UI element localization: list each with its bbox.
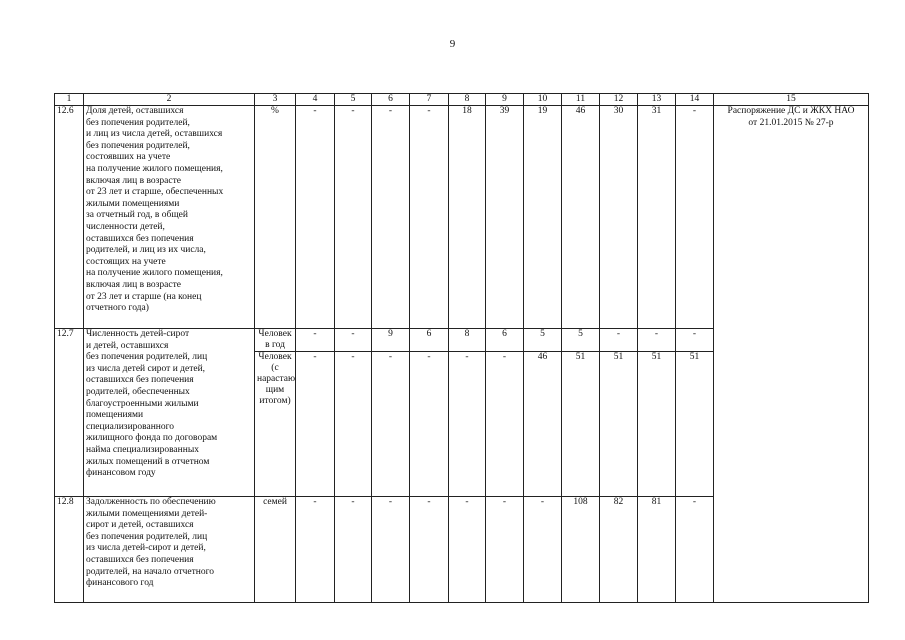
unit-line: (с	[271, 363, 279, 373]
description-line: без попечения родителей, лиц	[86, 352, 208, 363]
description-line: помещениями	[86, 410, 144, 421]
description-line: состоящих на учете	[86, 256, 166, 267]
row-number: 12.8	[55, 497, 84, 603]
value-cell-col-5: -	[335, 106, 372, 329]
value-cell-col-11: 46	[562, 106, 600, 329]
description-line: Численность детей-сирот	[86, 329, 190, 339]
source-line: от 21.01.2015 № 27-р	[748, 117, 834, 128]
column-header-5: 5	[335, 94, 372, 106]
unit-line: нарастаю	[257, 374, 296, 384]
column-header-6: 6	[372, 94, 410, 106]
value-cell-col-13: -	[638, 329, 676, 352]
description-line: жилыми помещениями	[86, 198, 180, 209]
column-header-9: 9	[486, 94, 524, 106]
column-header-15: 15	[714, 94, 869, 106]
column-header-10: 10	[524, 94, 562, 106]
description-line: без попечения родителей, лиц	[86, 531, 208, 542]
value-cell-col-11: 5	[562, 329, 600, 352]
description-line: и лиц из числа детей, оставшихся	[86, 129, 223, 140]
row-description	[84, 106, 255, 329]
unit-of-measure	[255, 329, 296, 352]
description-line: жилыми помещениями детей-	[86, 508, 208, 519]
description-line: от 23 лет и старше, обеспеченных	[86, 187, 224, 198]
description-line: состоявших на учете	[86, 152, 171, 163]
value-cell-col-9: 39	[486, 106, 524, 329]
column-header-4: 4	[296, 94, 335, 106]
value-cell-col-6: -	[372, 497, 410, 603]
description-line: родителей, и лиц из их числа,	[86, 245, 206, 256]
row-description	[84, 329, 255, 497]
description-line: Доля детей, оставшихся	[86, 106, 184, 116]
row-number: 12.6	[55, 106, 84, 329]
value-cell-col-9: -	[486, 497, 524, 603]
column-header-1: 1	[55, 94, 84, 106]
description-line: без попечения родителей,	[86, 140, 190, 151]
description-line: за отчетный год, в общей	[86, 210, 188, 221]
unit-of-measure	[255, 352, 296, 497]
column-header-2: 2	[84, 94, 255, 106]
value-cell-col-6: 9	[372, 329, 410, 352]
table-row	[55, 106, 869, 329]
column-header-3: 3	[255, 94, 296, 106]
description-line: включая лиц в возрасте	[86, 175, 181, 186]
column-header-8: 8	[449, 94, 486, 106]
value-cell-col-14: 51	[676, 352, 714, 497]
description-line: численности детей,	[86, 221, 165, 232]
column-header-13: 13	[638, 94, 676, 106]
value-cell-col-12: 51	[600, 352, 638, 497]
description-line: из числа детей сирот и детей,	[86, 363, 206, 374]
description-line: специализированного	[86, 421, 175, 432]
description-line: родителей, обеспеченных	[86, 386, 190, 397]
value-cell-col-4: -	[296, 329, 335, 352]
description-line: финансового год	[86, 578, 154, 589]
column-header-12: 12	[600, 94, 638, 106]
value-cell-col-5: -	[335, 329, 372, 352]
row-description	[84, 497, 255, 603]
value-cell-col-12: 30	[600, 106, 638, 329]
value-cell-col-10: 5	[524, 329, 562, 352]
value-cell-col-10: -	[524, 497, 562, 603]
value-cell-col-12: -	[600, 329, 638, 352]
description-line: и детей, оставшихся	[86, 340, 169, 351]
value-cell-col-9: -	[486, 352, 524, 497]
description-line: включая лиц в возрасте	[86, 279, 181, 290]
value-cell-col-6: -	[372, 106, 410, 329]
description-line: сирот и детей, оставшихся	[86, 520, 194, 531]
value-cell-col-8: -	[449, 352, 486, 497]
indicator-table	[54, 93, 869, 603]
description-line: жилищного фонда по договорам	[86, 433, 218, 444]
value-cell-col-9: 6	[486, 329, 524, 352]
unit-line: Человек	[258, 329, 292, 339]
description-line: от 23 лет и старше (на конец	[86, 291, 202, 302]
value-cell-col-8: 18	[449, 106, 486, 329]
value-cell-col-14: -	[676, 329, 714, 352]
page-number: 9	[449, 38, 456, 50]
description-line: найма специализированных	[86, 444, 199, 455]
description-line: родителей, на начало отчетного	[86, 566, 215, 577]
column-header-7: 7	[410, 94, 449, 106]
source-line: Распоряжение ДС и ЖКХ НАО	[727, 106, 855, 116]
description-line: финансовом году	[86, 468, 156, 479]
value-cell-col-7: -	[410, 497, 449, 603]
description-line: на получение жилого помещения,	[86, 268, 223, 279]
value-cell-col-6: -	[372, 352, 410, 497]
column-header-14: 14	[676, 94, 714, 106]
value-cell-col-13: 51	[638, 352, 676, 497]
unit-line: в год	[265, 340, 285, 350]
unit-line: щим	[265, 385, 285, 395]
value-cell-col-4: -	[296, 106, 335, 329]
unit-line: семей	[263, 497, 287, 507]
value-cell-col-5: -	[335, 497, 372, 603]
unit-of-measure	[255, 106, 296, 329]
value-cell-col-11: 51	[562, 352, 600, 497]
value-cell-col-14: -	[676, 497, 714, 603]
value-cell-col-12: 82	[600, 497, 638, 603]
description-line: оставшихся без попечения	[86, 554, 194, 565]
unit-line: %	[271, 106, 279, 116]
unit-of-measure	[255, 497, 296, 603]
value-cell-col-14: -	[676, 106, 714, 329]
value-cell-col-7: -	[410, 106, 449, 329]
value-cell-col-4: -	[296, 352, 335, 497]
description-line: благоустроенными жилыми	[86, 398, 199, 409]
description-line: на получение жилого помещения,	[86, 163, 223, 174]
description-line: оставшихся без попечения	[86, 233, 194, 244]
value-cell-col-8: -	[449, 497, 486, 603]
row-number: 12.7	[55, 329, 84, 497]
value-cell-col-8: 8	[449, 329, 486, 352]
column-header-11: 11	[562, 94, 600, 106]
description-line: жилых помещений в отчетном	[86, 456, 210, 467]
description-line: оставшихся без попечения	[86, 375, 194, 386]
value-cell-col-10: 19	[524, 106, 562, 329]
unit-line: итогом)	[259, 396, 291, 406]
description-line: из числа детей-сирот и детей,	[86, 543, 206, 554]
value-cell-col-13: 31	[638, 106, 676, 329]
value-cell-col-10: 46	[524, 352, 562, 497]
description-line: без попечения родителей,	[86, 117, 190, 128]
value-cell-col-5: -	[335, 352, 372, 497]
description-line: Задолженность по обеспечению	[86, 497, 216, 507]
description-line: отчетного года)	[86, 303, 149, 314]
value-cell-col-13: 81	[638, 497, 676, 603]
unit-line: Человек	[258, 352, 292, 362]
header-row	[55, 94, 869, 106]
value-cell-col-4: -	[296, 497, 335, 603]
value-cell-col-7: -	[410, 352, 449, 497]
value-cell-col-11: 108	[562, 497, 600, 603]
value-cell-col-7: 6	[410, 329, 449, 352]
source-document	[714, 106, 869, 603]
